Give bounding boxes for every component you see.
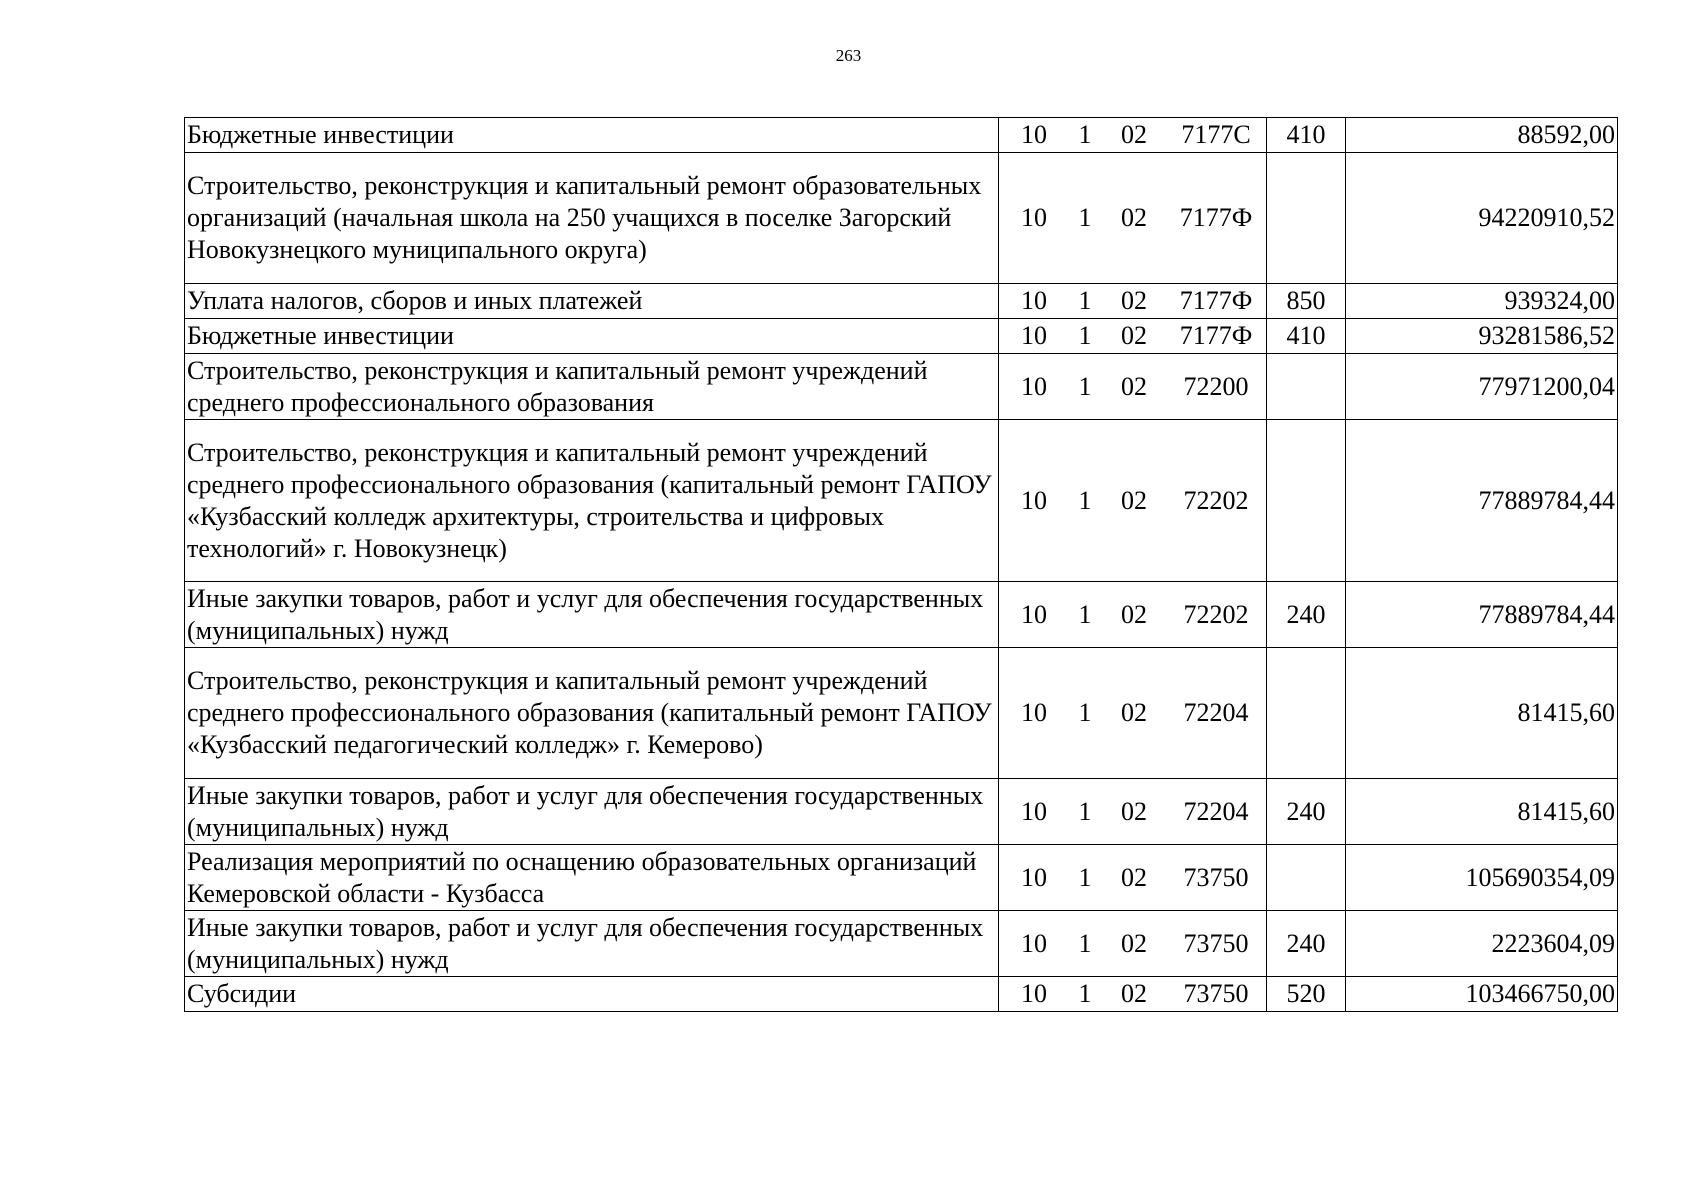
expense-type: 410 <box>1267 118 1346 153</box>
amount: 93281586,52 <box>1346 319 1618 354</box>
code-section: 10 <box>1021 698 1047 727</box>
code-program: 1 <box>1078 862 1092 892</box>
row-name: Иные закупки товаров, работ и услуг для обеспечения государственных (муниципальных) нужд <box>185 779 999 845</box>
expense-type: 850 <box>1267 284 1346 319</box>
code-direction: 7177Ф <box>1179 203 1253 232</box>
amount: 2223604,09 <box>1346 911 1618 977</box>
code-section: 10 <box>1021 979 1047 1008</box>
code-direction: 72204 <box>1183 698 1249 727</box>
expense-type: 410 <box>1267 319 1346 354</box>
table-row <box>185 977 1618 1012</box>
table-row <box>185 354 1618 420</box>
row-codes <box>999 582 1267 648</box>
code-program: 1 <box>1078 120 1092 149</box>
row-codes <box>999 977 1267 1012</box>
code-direction: 72200 <box>1183 371 1249 401</box>
row-name: Иные закупки товаров, работ и услуг для обеспечения государственных (муниципальных) нужд <box>185 582 999 648</box>
row-codes <box>999 118 1267 153</box>
code-subprogram: 02 <box>1121 599 1147 629</box>
expense-type: 520 <box>1267 977 1346 1012</box>
row-codes <box>999 284 1267 319</box>
expense-type: 240 <box>1267 582 1346 648</box>
row-codes <box>999 319 1267 354</box>
amount: 94220910,52 <box>1346 153 1618 284</box>
budget-table <box>184 117 1618 1012</box>
code-section: 10 <box>1021 286 1047 315</box>
amount: 88592,00 <box>1346 118 1618 153</box>
code-subprogram: 02 <box>1121 862 1147 892</box>
expense-type: 240 <box>1267 911 1346 977</box>
code-section: 10 <box>1021 485 1047 515</box>
code-subprogram: 02 <box>1121 120 1147 149</box>
table-row <box>185 319 1618 354</box>
row-name: Реализация мероприятий по оснащению образовательных организаций Кемеровской области - Кузбасса <box>185 845 999 911</box>
row-codes <box>999 648 1267 779</box>
row-name: Строительство, реконструкция и капитальный ремонт учреждений среднего профессионального образования <box>185 354 999 420</box>
amount: 77889784,44 <box>1346 420 1618 582</box>
table-row <box>185 648 1618 779</box>
row-name: Строительство, реконструкция и капитальный ремонт учреждений среднего профессионального образования (капитальный ремонт ГАПОУ «Кузбасский педагогический колледж» г. Кемерово) <box>185 648 999 779</box>
code-direction: 72204 <box>1183 796 1249 826</box>
row-codes <box>999 354 1267 420</box>
row-codes <box>999 911 1267 977</box>
amount: 77889784,44 <box>1346 582 1618 648</box>
row-name: Уплата налогов, сборов и иных платежей <box>185 284 999 319</box>
code-program: 1 <box>1078 286 1092 315</box>
expense-type <box>1267 354 1346 420</box>
code-program: 1 <box>1078 796 1092 826</box>
expense-type <box>1267 648 1346 779</box>
code-program: 1 <box>1078 485 1092 515</box>
code-section: 10 <box>1021 371 1047 401</box>
table-row <box>185 118 1618 153</box>
code-program: 1 <box>1078 698 1092 727</box>
code-subprogram: 02 <box>1121 928 1147 958</box>
code-direction: 72202 <box>1183 485 1249 515</box>
row-name: Бюджетные инвестиции <box>185 118 999 153</box>
table-row <box>185 420 1618 582</box>
code-direction: 73750 <box>1183 928 1249 958</box>
table-row <box>185 779 1618 845</box>
expense-type <box>1267 845 1346 911</box>
code-section: 10 <box>1021 862 1047 892</box>
code-section: 10 <box>1021 203 1047 232</box>
code-section: 10 <box>1021 928 1047 958</box>
row-name: Иные закупки товаров, работ и услуг для обеспечения государственных (муниципальных) нужд <box>185 911 999 977</box>
row-name: Строительство, реконструкция и капитальный ремонт образовательных организаций (начальная школа на 250 учащихся в поселке Загорский Новокузнецкого муниципального округа) <box>185 153 999 284</box>
code-direction: 7177Ф <box>1179 286 1253 315</box>
amount: 81415,60 <box>1346 648 1618 779</box>
code-section: 10 <box>1021 796 1047 826</box>
code-program: 1 <box>1078 203 1092 232</box>
code-program: 1 <box>1078 371 1092 401</box>
code-direction: 7177Ф <box>1179 321 1253 350</box>
table-row <box>185 911 1618 977</box>
code-direction: 7177С <box>1181 120 1251 149</box>
row-codes <box>999 420 1267 582</box>
code-subprogram: 02 <box>1121 321 1147 350</box>
expense-type: 240 <box>1267 779 1346 845</box>
code-program: 1 <box>1078 979 1092 1008</box>
row-codes <box>999 153 1267 284</box>
code-program: 1 <box>1078 928 1092 958</box>
code-subprogram: 02 <box>1121 371 1147 401</box>
code-subprogram: 02 <box>1121 796 1147 826</box>
code-subprogram: 02 <box>1121 485 1147 515</box>
code-direction: 73750 <box>1183 862 1249 892</box>
code-section: 10 <box>1021 321 1047 350</box>
table-row <box>185 153 1618 284</box>
code-subprogram: 02 <box>1121 979 1147 1008</box>
row-name: Строительство, реконструкция и капитальный ремонт учреждений среднего профессионального образования (капитальный ремонт ГАПОУ «Кузбасский колледж архитектуры, строительства и цифровых технологий» г. Новокузнецк) <box>185 420 999 582</box>
table-row <box>185 845 1618 911</box>
code-subprogram: 02 <box>1121 698 1147 727</box>
amount: 77971200,04 <box>1346 354 1618 420</box>
expense-type <box>1267 153 1346 284</box>
amount: 81415,60 <box>1346 779 1618 845</box>
code-direction: 73750 <box>1183 979 1249 1008</box>
amount: 103466750,00 <box>1346 977 1618 1012</box>
code-direction: 72202 <box>1183 599 1249 629</box>
code-subprogram: 02 <box>1121 286 1147 315</box>
code-program: 1 <box>1078 599 1092 629</box>
amount: 105690354,09 <box>1346 845 1618 911</box>
code-program: 1 <box>1078 321 1092 350</box>
amount: 939324,00 <box>1346 284 1618 319</box>
table-row <box>185 284 1618 319</box>
table-row <box>185 582 1618 648</box>
code-subprogram: 02 <box>1121 203 1147 232</box>
row-name: Субсидии <box>185 977 999 1012</box>
page-number: 263 <box>835 46 862 65</box>
expense-type <box>1267 420 1346 582</box>
row-codes <box>999 779 1267 845</box>
row-codes <box>999 845 1267 911</box>
code-section: 10 <box>1021 599 1047 629</box>
code-section: 10 <box>1021 120 1047 149</box>
row-name: Бюджетные инвестиции <box>185 319 999 354</box>
